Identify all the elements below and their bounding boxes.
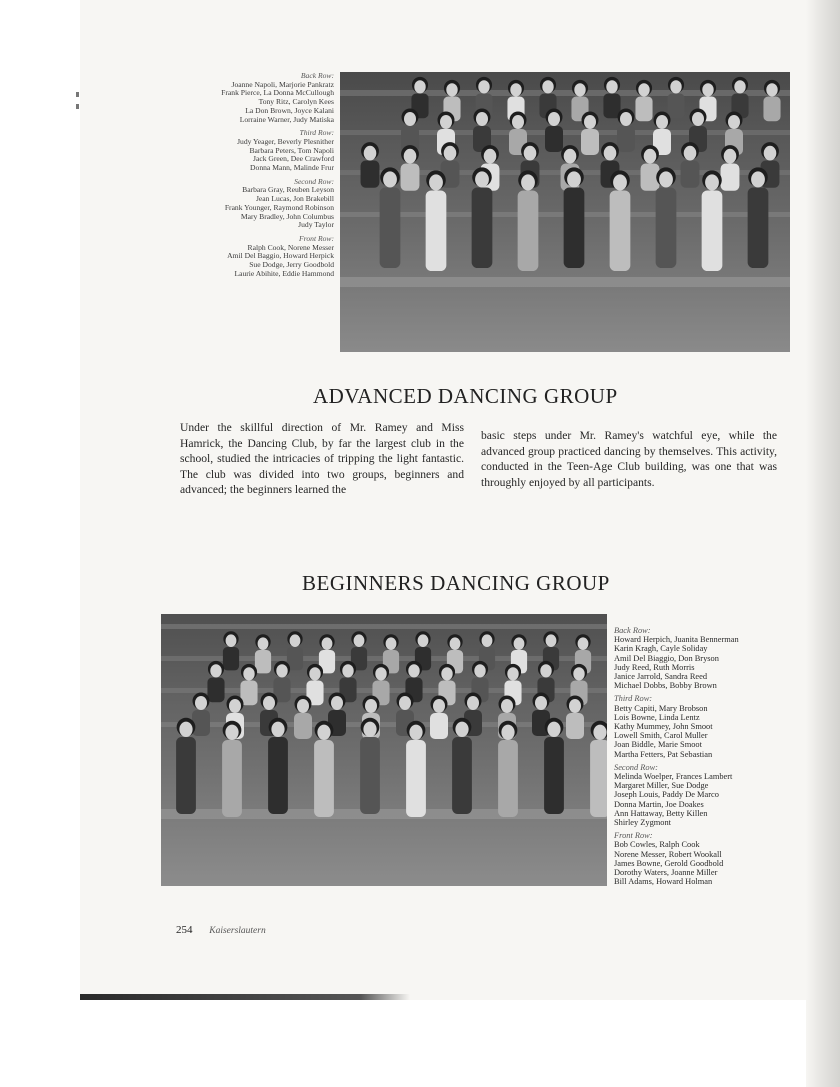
photo-figure — [603, 77, 620, 118]
caption-line: Joanne Napoli, Marjorie Pankratz — [231, 79, 334, 89]
caption-line: Jean Lucas, Jon Brakebill — [255, 194, 334, 204]
caption-line: Barbara Gray, Reuben Leyson — [242, 185, 334, 195]
caption-line: Karin Kragh, Cayle Soliday — [614, 644, 708, 654]
caption-line: Mary Bradley, John Columbus — [240, 211, 334, 221]
caption-line: Norene Messer, Robert Wookall — [614, 849, 722, 859]
photo-figure — [472, 167, 493, 268]
caption-line: Martha Fetters, Pat Sebastian — [614, 749, 713, 759]
photo-figure — [564, 167, 585, 268]
caption-line: Amil Del Biaggio, Don Bryson — [614, 653, 719, 663]
caption-line: Michael Dobbs, Bobby Brown — [614, 681, 717, 691]
caption-line: James Bowne, Gerold Goodbold — [614, 858, 724, 868]
article-body-right: basic steps under Mr. Ramey's watchful eye, while the advanced group practiced dancing by themselves. This activity, conducted in the Teen-Age Club building, was one that was throughly enjoyed by all participants. — [481, 429, 777, 489]
caption-line: Frank Pierce, La Donna McCullough — [221, 88, 334, 98]
photo-figure — [641, 145, 660, 191]
beginners-group-title: BEGINNERS DANCING GROUP — [302, 571, 610, 595]
caption-heading: Front Row: — [299, 233, 334, 243]
caption-line: Janice Jarrold, Sandra Reed — [614, 672, 708, 682]
photo-figure — [590, 721, 607, 817]
photo-figure — [426, 170, 447, 271]
photo-figure — [176, 718, 196, 814]
caption-line: Howard Herpich, Juanita Bennerman — [614, 635, 739, 645]
caption-line: Sue Dodge, Jerry Goodbold — [249, 260, 334, 270]
caption-line: Bill Adams, Howard Holman — [614, 877, 713, 887]
caption-line: Betty Capiti, Mary Brobson — [614, 703, 708, 713]
caption-line: Margaret Miller, Sue Dodge — [614, 781, 709, 791]
caption-heading: Second Row: — [614, 762, 658, 772]
photo-figure — [681, 142, 700, 188]
photo-figure — [656, 167, 677, 268]
caption-line: Lowell Smith, Carol Muller — [614, 731, 708, 741]
photo-figure — [544, 718, 564, 814]
advanced-group-photo — [340, 72, 790, 352]
caption-line: Barbara Peters, Tom Napoli — [249, 145, 334, 155]
caption-heading: Third Row: — [614, 694, 653, 704]
photo-figure — [314, 721, 334, 817]
caption-line: Joan Biddle, Marie Smoot — [614, 740, 702, 750]
photo-figure — [360, 718, 380, 814]
photo-figure — [406, 721, 426, 817]
photo-figure — [268, 718, 288, 814]
advanced-photo-caption — [176, 72, 334, 278]
photo-figure — [581, 112, 599, 156]
photo-figure — [748, 167, 769, 268]
caption-heading: Front Row: — [614, 831, 653, 841]
beginners-group-photo — [161, 614, 607, 886]
photo-figure — [610, 170, 631, 271]
photo-figure — [721, 145, 740, 191]
photo-figure — [430, 696, 448, 740]
photo-figure — [223, 631, 239, 670]
photo-figure — [617, 109, 635, 153]
caption-line: Lois Bowne, Linda Lentz — [614, 712, 700, 722]
photo-figure — [401, 145, 420, 191]
caption-heading: Third Row: — [299, 128, 334, 138]
caption-line: Kathy Mummey, John Smoot — [614, 722, 713, 732]
margin-mark — [76, 104, 79, 109]
publication-name: Kaiserslautern — [209, 926, 266, 936]
caption-line: Shirley Zygmont — [614, 818, 671, 828]
caption-line: Judy Taylor — [298, 220, 334, 230]
photo-figure — [763, 80, 780, 121]
photo-figure — [294, 696, 312, 740]
photo-figure — [498, 721, 518, 817]
caption-line: Tony Ritz, Carolyn Kees — [258, 97, 334, 107]
caption-heading: Second Row: — [294, 176, 334, 186]
photo-figure — [361, 142, 380, 188]
caption-line: Lorraine Warner, Judy Matiska — [239, 114, 334, 124]
photo-figure — [273, 661, 290, 702]
bottom-rule — [80, 994, 410, 1000]
photo-figure — [566, 696, 584, 740]
caption-line: Amil Del Baggio, Howard Herpick — [227, 251, 334, 261]
photo-figure — [635, 80, 652, 121]
caption-line: Donna Martin, Joe Doakes — [614, 799, 704, 809]
caption-line: Ralph Cook, Norene Messer — [247, 242, 334, 252]
caption-line: Frank Younger, Raymond Robinson — [224, 202, 334, 212]
photo-figure — [452, 718, 472, 814]
article-body-left: Under the skillful direction of Mr. Ramey and Miss Hamrick, the Dancing Club, by far the largest club in the school, studied the intricacies of tripping the light fantastic. The club was divided into two groups, beginners and advanced; the beginners learned the — [180, 421, 464, 497]
caption-line: Ann Hattaway, Betty Killen — [614, 808, 708, 818]
photo-figure — [287, 631, 303, 670]
photo-figure — [518, 170, 539, 271]
advanced-group-title: ADVANCED DANCING GROUP — [313, 384, 618, 408]
caption-line: Donna Mann, Malinde Frur — [250, 163, 334, 173]
caption-line: Dorothy Waters, Joanne Miller — [614, 868, 718, 878]
page-footer — [176, 924, 266, 936]
beginners-photo-caption — [614, 626, 804, 886]
caption-heading: Back Row: — [300, 71, 334, 80]
caption-line: Joseph Louis, Paddy De Marco — [614, 790, 719, 800]
photo-figure — [545, 109, 563, 153]
caption-line: Bob Cowles, Ralph Cook — [614, 840, 700, 850]
photo-figure — [380, 167, 401, 268]
photo-figure — [240, 664, 257, 705]
page-number: 254 — [176, 924, 193, 936]
photo-figure — [207, 661, 224, 702]
photo-figure — [667, 77, 684, 118]
caption-line: Judy Reed, Ruth Morris — [614, 662, 695, 672]
caption-heading: Back Row: — [614, 626, 651, 635]
margin-mark — [76, 92, 79, 97]
caption-line: La Don Brown, Joyce Kalani — [245, 105, 334, 115]
photo-figure — [222, 721, 242, 817]
photo-figure — [702, 170, 723, 271]
page-gutter-shadow — [806, 0, 840, 1087]
caption-line: Melinda Woelper, Frances Lambert — [614, 772, 733, 782]
caption-line: Laurie Abihite, Eddie Hammond — [234, 268, 334, 278]
photo-figure — [255, 634, 271, 673]
caption-line: Judy Yeager, Beverly Plesnither — [237, 136, 334, 146]
caption-line: Jack Green, Dee Crawford — [253, 154, 334, 164]
